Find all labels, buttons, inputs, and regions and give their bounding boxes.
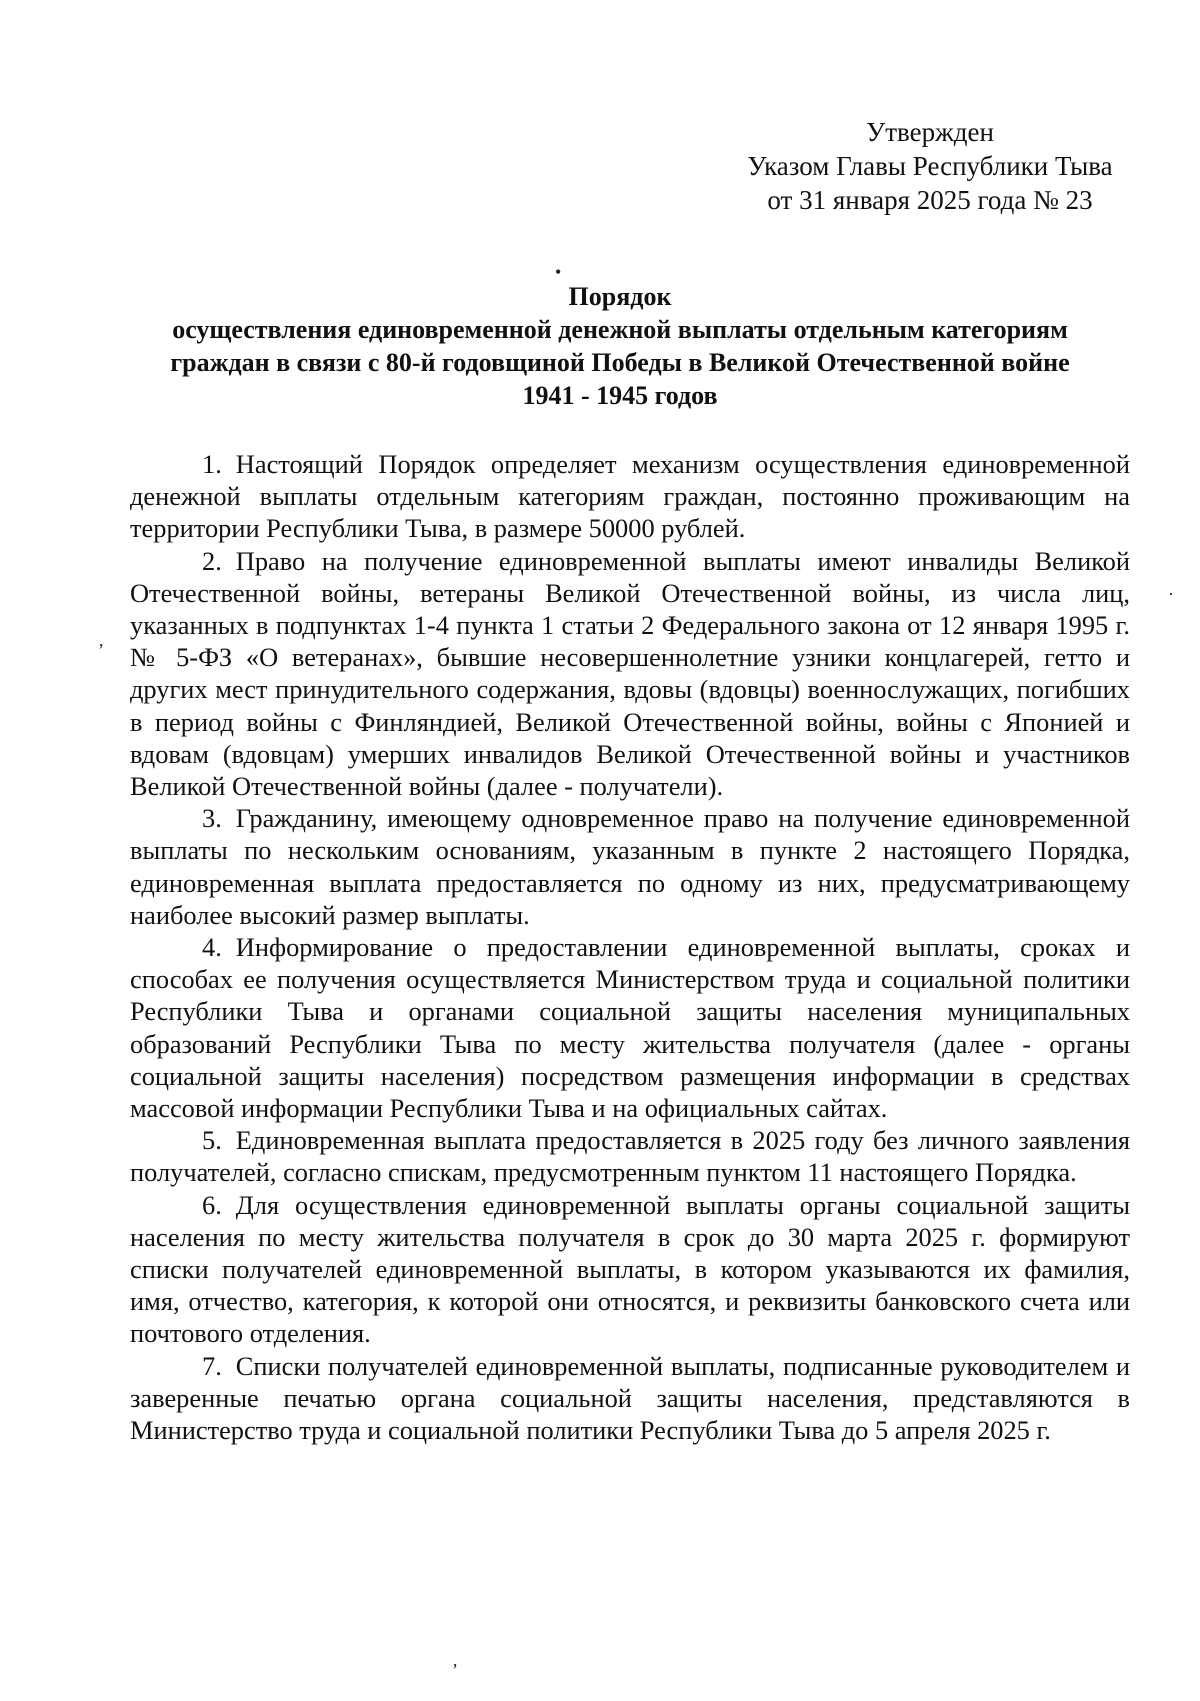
scan-speck: · <box>1168 584 1174 604</box>
paragraph-5 <box>130 1124 1130 1188</box>
approval-line-2: Указом Главы Республики Тыва <box>747 151 1113 181</box>
paragraph-text: Право на получение единовременной выплаты имеют инвалиды Великой Отечественной войны, ветераны Великой Отечественной войны, из числа лиц, указанных в подпунктах 1-4 пункта 1 статьи 2 Федерального закона от 12 января 1995 г. № 5-ФЗ «О ветеранах», бывшие несовершеннолетние узники концлагерей, гетто и других мест принудительного содержания, вдовы (вдовцы) военнослужащих, погибших в период войны с Финляндией, Великой Отечественной войны, войны с Японией и вдовам (вдовцам) умерших инвалидов Великой Отечественной войны и участников Великой Отечественной войны (далее - получатели). <box>130 545 1130 802</box>
document-title <box>120 280 1120 412</box>
paragraph-number: 6. <box>202 1189 222 1220</box>
title-line-2: граждан в связи с 80-й годовщиной Победы в Великой Отечественной войне <box>170 348 1070 377</box>
paragraph-number: 5. <box>202 1125 222 1156</box>
paragraph-text: Информирование о предоставлении единовременной выплаты, сроках и способах ее получения осуществляется Министерством труда и социальной политики Республики Тыва и органами социальной защиты населения муниципальных образований Республики Тыва по месту жительства получателя (далее - органы социальной защиты населения) посредством размещения информации в средствах массовой информации Республики Тыва и на официальных сайтах. <box>130 932 1130 1124</box>
paragraph-text: Списки получателей единовременной выплаты, подписанные руководителем и заверенные печатью органа социальной защиты населения, представляются в Министерство труда и социальной политики Республики Тыва до 5 апреля 2025 г. <box>130 1350 1130 1446</box>
document-body <box>130 448 1130 1446</box>
paragraph-7 <box>130 1350 1130 1447</box>
paragraph-6 <box>130 1189 1130 1350</box>
paragraph-text: Для осуществления единовременной выплаты органы социальной защиты населения по месту жительства получателя в срок до 30 марта 2025 г. формируют списки получателей единовременной выплаты, в котором указываются их фамилия, имя, отчество, категория, к которой они относятся, и реквизиты банковского счета или почтового отделения. <box>130 1189 1130 1349</box>
title-line-1: осуществления единовременной денежной выплаты отдельным категориям <box>172 315 1068 344</box>
paragraph-number: 3. <box>202 803 222 834</box>
scan-speck: • <box>555 262 562 282</box>
paragraph-number: 1. <box>202 449 222 479</box>
title-heading: Порядок <box>568 282 672 311</box>
paragraph-text: Гражданину, имеющему одновременное право на получение единовременной выплаты по нескольким основаниям, указанным в пункте 2 настоящего Порядка, единовременная выплата предоставляется по одному из них, предусматривающему наиболее высокий размер выплаты. <box>130 803 1130 930</box>
approval-line-3: от 31 января 2025 года № 23 <box>767 185 1093 215</box>
paragraph-number: 2. <box>202 545 222 576</box>
scan-speck: ʼ <box>452 1660 458 1680</box>
paragraph-3 <box>130 802 1130 931</box>
title-line-3: 1941 - 1945 годов <box>522 381 718 410</box>
paragraph-2 <box>130 545 1130 803</box>
paragraph-text: Единовременная выплата предоставляется в 2025 году без личного заявления получателей, согласно спискам, предусмотренным пунктом 11 настоящего Порядка. <box>130 1125 1130 1188</box>
paragraph-number: 4. <box>202 932 222 963</box>
paragraph-text: Настоящий Порядок определяет механизм осуществления единовременной денежной выплаты отдельным категориям граждан, постоянно проживающим на территории Республики Тыва, в размере 50000 рублей. <box>130 449 1130 544</box>
paragraph-1 <box>130 448 1130 545</box>
scan-speck: ʼ <box>98 640 104 660</box>
paragraph-4 <box>130 931 1130 1124</box>
approval-line-1: Утвержден <box>866 117 994 147</box>
paragraph-number: 7. <box>202 1350 222 1381</box>
approval-stamp <box>700 115 1160 217</box>
